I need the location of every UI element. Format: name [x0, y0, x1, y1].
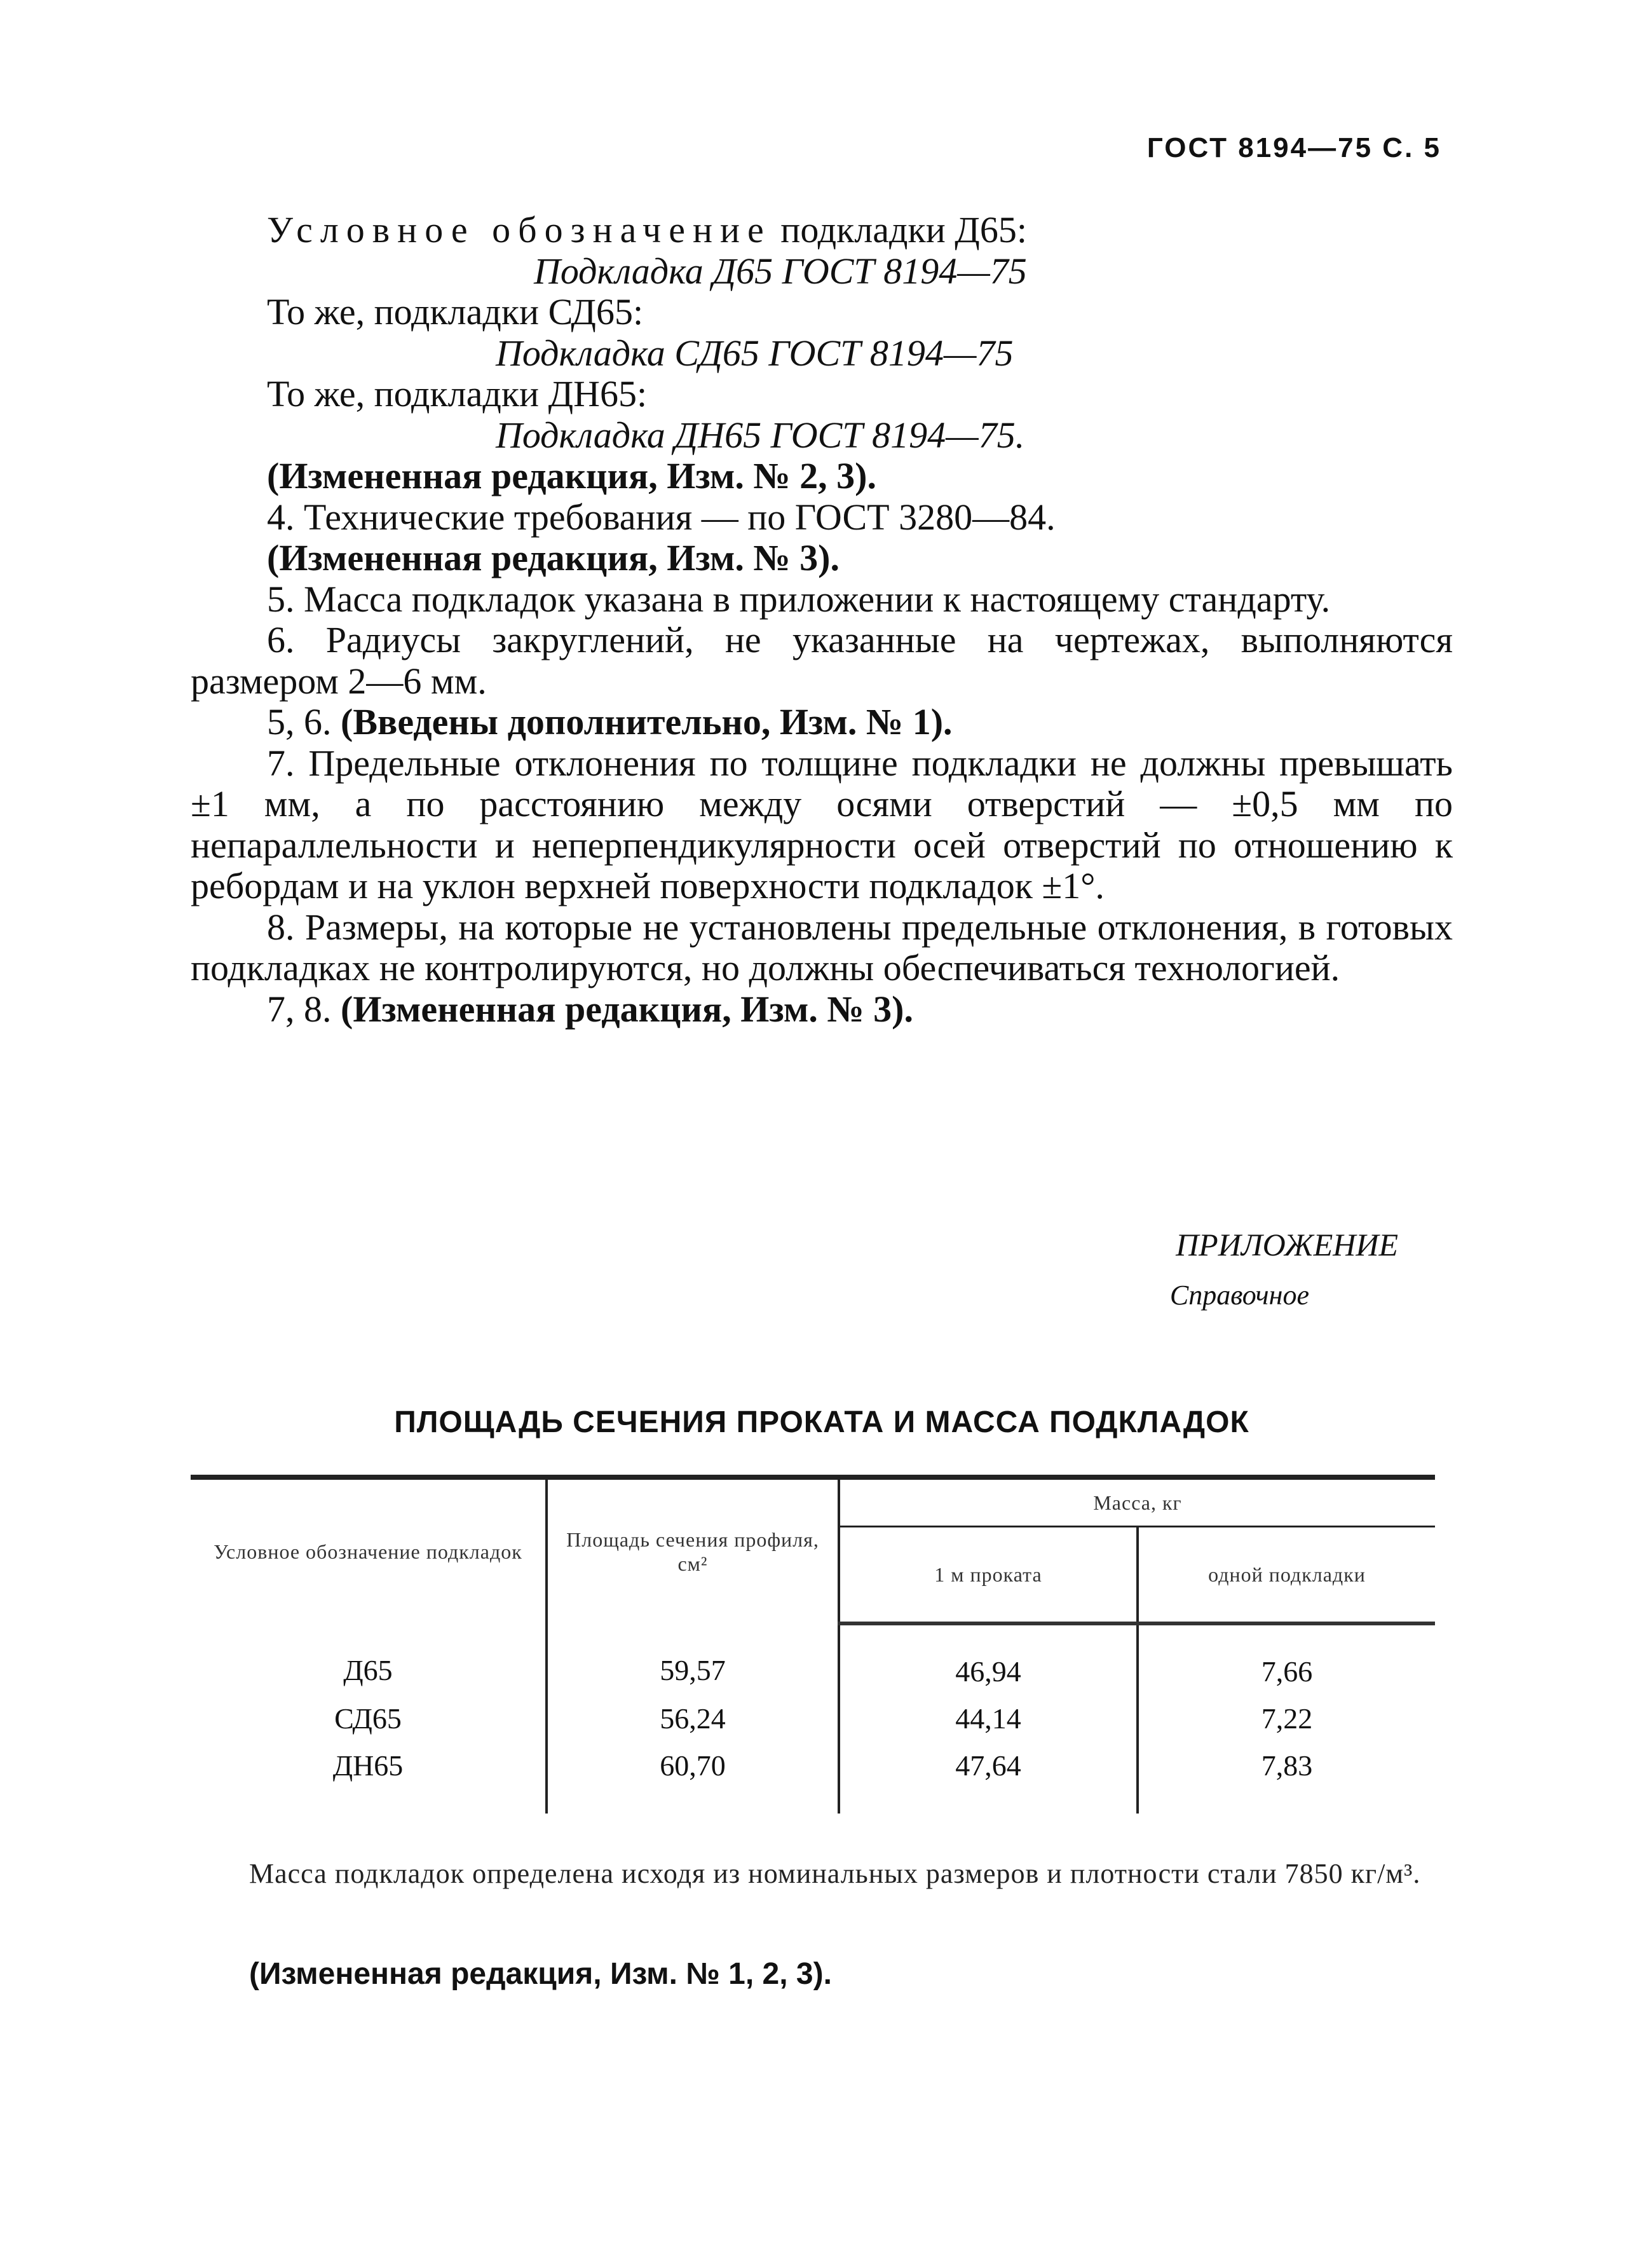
paragraph-7-8-revision: (Измененная редакция, Изм. № 3). — [341, 988, 913, 1030]
designation-example-dn65: Подкладка ДН65 ГОСТ 8194—75. — [496, 414, 1025, 456]
paragraph-7: 7. Предельные отклонения по толщине подкладки не должны превышать ±1 мм, а по расстоянию между осями отверстий — ±0,5 мм по непараллельности и неперпендикулярности осей отверстий по отношению к ребордам и на уклон верхней поверхности подкладок ±1°. — [191, 742, 1453, 906]
page-header: ГОСТ 8194—75 С. 5 — [1146, 132, 1441, 163]
cell-per-plate: 7,22 — [1138, 1695, 1435, 1742]
cell-per-meter: 46,94 — [839, 1623, 1138, 1695]
header-area: Площадь сечения профиля, см² — [547, 1480, 839, 1623]
mass-table — [191, 1475, 1435, 1814]
cell-designation: ДН65 — [332, 1749, 404, 1782]
paragraph-5: 5. Масса подкладок указана в приложении к настоящему стандарту. — [267, 578, 1331, 620]
table-row — [191, 1742, 1435, 1814]
header-per-meter: 1 м проката — [839, 1527, 1138, 1624]
cell-designation: Д65 — [343, 1654, 393, 1686]
designation-same-dn65: То же, подкладки ДН65: — [267, 373, 648, 414]
designation-label — [191, 210, 1453, 251]
paragraph-5-6-revision: (Введены дополнительно, Изм. № 1). — [341, 701, 953, 742]
designation-same-sd65: То же, подкладки СД65: — [267, 291, 644, 332]
cell-per-meter: 44,14 — [839, 1695, 1138, 1742]
cell-per-meter: 47,64 — [839, 1742, 1138, 1814]
cell-per-plate: 7,83 — [1138, 1742, 1435, 1814]
paragraph-7-8-number: 7, 8. — [267, 988, 341, 1030]
paragraph-4: 4. Технические требования — по ГОСТ 3280—84. — [267, 496, 1056, 538]
paragraph-6: 6. Радиусы закруглений, не указанные на чертежах, выполняются размером 2—6 мм. — [191, 619, 1453, 702]
designation-label-spaced: Условное обозначение — [267, 209, 772, 250]
cell-area: 56,24 — [547, 1695, 839, 1742]
paragraph-7-8-note — [191, 989, 1453, 1030]
appendix-subtitle: Справочное — [1169, 1280, 1309, 1311]
cell-area: 59,57 — [547, 1623, 839, 1695]
header-designation: Условное обозначение подкладок — [214, 1540, 522, 1563]
appendix-heading — [1170, 1219, 1398, 1321]
table-row — [191, 1623, 1435, 1695]
paragraph-8: 8. Размеры, на которые не установлены предельные отклонения, в готовых подкладках не контролируются, но должны обеспечиваться технологией. — [191, 906, 1453, 988]
cell-per-plate: 7,66 — [1138, 1623, 1435, 1695]
table-title: ПЛОЩАДЬ СЕЧЕНИЯ ПРОКАТА И МАССА ПОДКЛАДОК — [394, 1405, 1249, 1439]
table-row — [191, 1695, 1435, 1742]
paragraph-5-6-note — [191, 702, 1453, 743]
revision-note-3: (Измененная редакция, Изм. № 3). — [267, 537, 840, 578]
cell-area: 60,70 — [547, 1742, 839, 1814]
designation-example-d65: Подкладка Д65 ГОСТ 8194—75 — [534, 250, 1027, 292]
header-per-plate: одной подкладки — [1138, 1527, 1435, 1624]
revision-note-2-3: (Измененная редакция, Изм. № 2, 3). — [267, 455, 876, 496]
header-mass: Масса, кг — [839, 1480, 1435, 1527]
designation-label-rest: подкладки Д65: — [771, 209, 1027, 250]
paragraph-5-6-number: 5, 6. — [267, 701, 341, 742]
revision-note-1-2-3: (Измененная редакция, Изм. № 1, 2, 3). — [249, 1957, 832, 1991]
density-note: Масса подкладок определена исходя из номинальных размеров и плотности стали 7850 кг/м³. — [249, 1858, 1421, 1889]
designation-example-sd65: Подкладка СД65 ГОСТ 8194—75 — [496, 332, 1014, 374]
cell-designation: СД65 — [334, 1702, 402, 1735]
appendix-title: ПРИЛОЖЕНИЕ — [1176, 1227, 1398, 1262]
main-text — [191, 210, 1453, 1030]
